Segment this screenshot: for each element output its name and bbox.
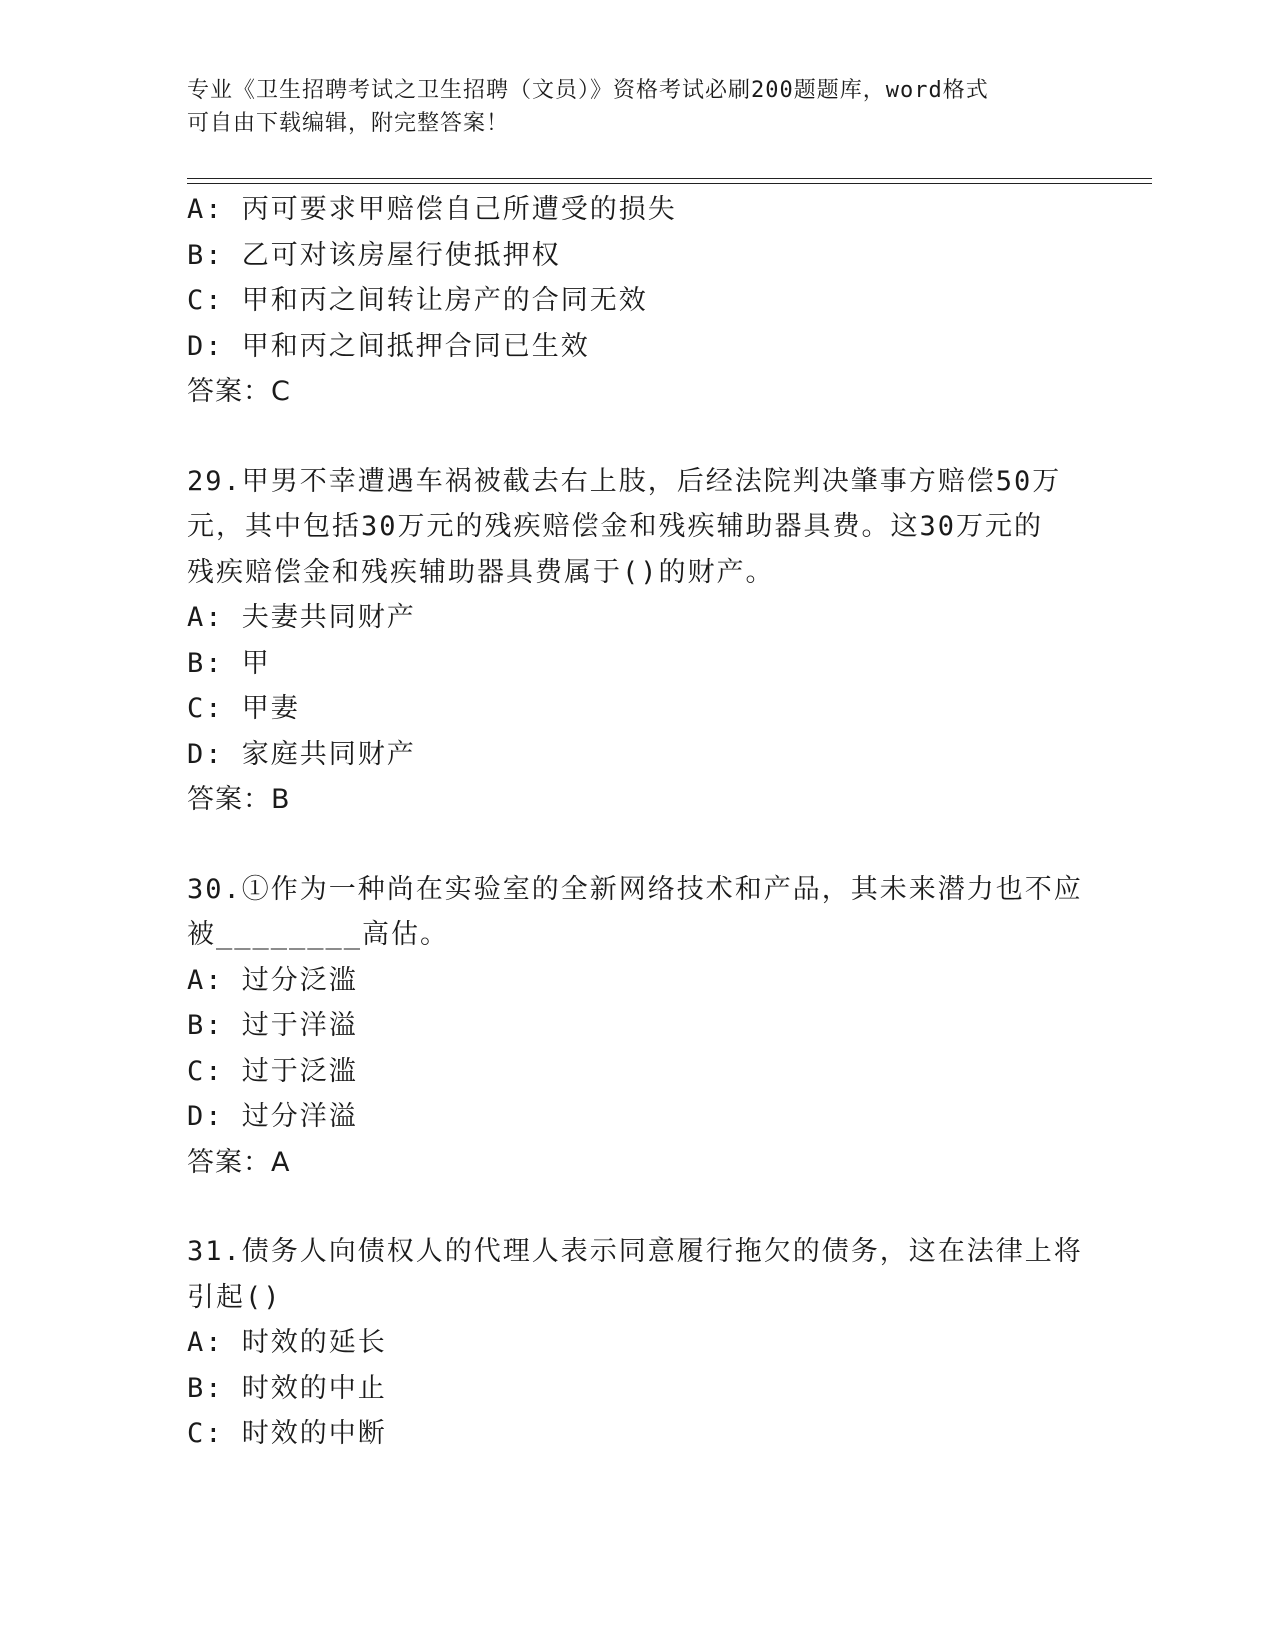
- question-28: [187, 187, 1087, 415]
- option-c: C: 甲和丙之间转让房产的合同无效: [187, 285, 648, 316]
- option-d: D: 过分洋溢: [187, 1101, 358, 1132]
- option-a: A: 时效的延长: [187, 1327, 387, 1358]
- option-b: B: 甲: [187, 647, 271, 679]
- option-b: B: 乙可对该房屋行使抵押权: [187, 239, 561, 271]
- question-stem-line: 31.债务人向债权人的代理人表示同意履行拖欠的债务，这在法律上将: [187, 1236, 1083, 1267]
- option-c: C: 时效的中断: [187, 1418, 387, 1449]
- option-c: C: 过于泛滥: [187, 1055, 358, 1087]
- question-stem-line: 30.①作为一种尚在实验室的全新网络技术和产品，其未来潜力也不应: [187, 873, 1083, 905]
- header-line-2: 可自由下载编辑，附完整答案！: [187, 111, 510, 136]
- option-a: A: 夫妻共同财产: [187, 602, 416, 633]
- question-stem-line: 残疾赔偿金和残疾辅助器具费属于()的财产。: [187, 556, 775, 588]
- question-29: [187, 459, 1087, 823]
- spacer: [187, 415, 1087, 459]
- option-b: B: 时效的中止: [187, 1372, 387, 1404]
- spacer: [187, 823, 1087, 867]
- header-divider-top: [187, 178, 1152, 179]
- option-d: D: 甲和丙之间抵押合同已生效: [187, 330, 590, 362]
- option-c: C: 甲妻: [187, 693, 300, 724]
- question-stem-line: 引起(): [187, 1281, 282, 1313]
- spacer: [187, 1185, 1087, 1229]
- option-d: D: 家庭共同财产: [187, 738, 416, 770]
- header-line-1: 专业《卫生招聘考试之卫生招聘（文员）》资格考试必刷200题题库，word格式: [187, 78, 989, 103]
- option-a: A: 丙可要求甲赔偿自己所遭受的损失: [187, 194, 677, 225]
- question-stem-line: 元，其中包括30万元的残疾赔偿金和残疾辅助器具费。这30万元的: [187, 511, 1044, 542]
- question-31: [187, 1229, 1087, 1457]
- answer: 答案：A: [187, 1146, 291, 1178]
- question-30: [187, 867, 1087, 1186]
- header-divider-bottom: [187, 183, 1152, 184]
- question-stem-line: 被________高估。: [187, 919, 450, 950]
- document-header: [187, 74, 1087, 140]
- answer: 答案：C: [187, 376, 291, 407]
- option-a: A: 过分泛滥: [187, 964, 358, 996]
- question-stem-line: 29.甲男不幸遭遇车祸被截去右上肢，后经法院判决肇事方赔偿50万: [187, 465, 1062, 497]
- option-b: B: 过于洋溢: [187, 1010, 358, 1041]
- answer: 答案：B: [187, 784, 291, 815]
- question-list: [187, 187, 1087, 1457]
